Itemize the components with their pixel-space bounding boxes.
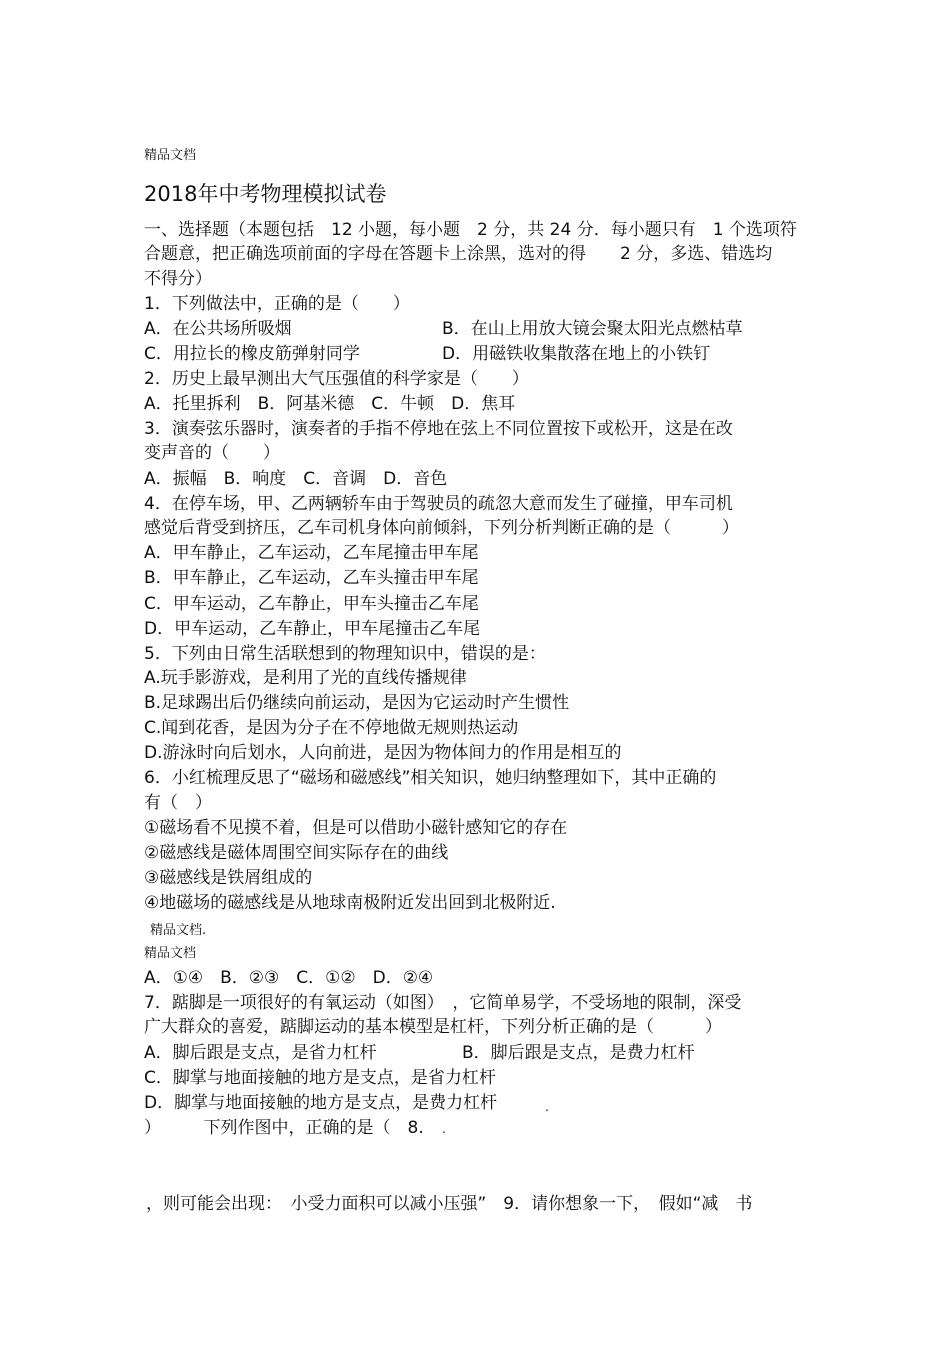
q4-option-d: D．甲车运动，乙车静止，甲车尾撞击乙车尾 [144,619,481,639]
q4-stem-line-1: 4．在停车场，甲、乙两辆轿车由于驾驶员的疏忽大意而发生了碰撞，甲车司机 [144,494,733,514]
q5-option-a: A.玩手影游戏，是利用了光的直线传播规律 [144,668,467,688]
q1-option-c: C．用拉长的橡皮筋弹射同学 [144,344,360,364]
q5-option-c: C.闻到花香，是因为分子在不停地做无规则热运动 [144,718,519,738]
q6-item-2: ②磁感线是磁体周围空间实际存在的曲线 [144,843,449,863]
q7-option-b: B．脚后跟是支点，是费力杠杆 [462,1043,695,1063]
q7-stem-line-1: 7．踮脚是一项很好的有氧运动（如图） ，它简单易学，不受场地的限制，深受 [144,993,742,1013]
page-title: 2018年中考物理模拟试卷 [144,182,387,206]
q1-option-b: B．在山上用放大镜会聚太阳光点燃枯草 [442,319,743,339]
q3-stem-line-1: 3．演奏弦乐器时，演奏者的手指不停地在弦上不同位置按下或松开，这是在改 [144,419,733,439]
q1-option-d: D．用磁铁收集散落在地上的小铁钉 [442,344,711,364]
q1-stem: 1．下列做法中，正确的是（ ） [144,294,410,314]
q5-stem: 5．下列由日常生活联想到的物理知识中，错误的是： [144,644,546,664]
q1-option-a: A．在公共场所吸烟 [144,319,292,339]
q4-stem-line-2: 感觉后背受到挤压，乙车司机身体向前倾斜，下列分析判断正确的是（ ） [144,518,739,538]
q2-options: A．托里拆利 B．阿基米德 C．牛顿 D．焦耳 [144,394,516,414]
q4-option-b: B．甲车静止，乙车运动，乙车头撞击甲车尾 [144,568,479,588]
q5-option-b: B.足球踢出后仍继续向前运动，是因为它运动时产生惯性 [144,693,570,713]
q6-stem-line-1: 6．小红梳理反思了“磁场和磁感线”相关知识，她归纳整理如下，其中正确的 [144,768,717,788]
section-intro-line-2: 合题意，把正确选项前面的字母在答题卡上涂黑，选对的得 2 分，多选、错选均 [144,244,773,264]
q5-option-d: D.游泳时向后划水，人向前进，是因为物体间力的作用是相互的 [144,743,622,763]
q8-line: ） 下列作图中，正确的是（ 8. [144,1118,424,1138]
q7-option-a: A．脚后跟是支点，是省力杠杆 [144,1043,377,1063]
section-intro-line-1: 一、选择题（本题包括 12 小题，每小题 2 分，共 24 分．每小题只有 1 个选项符 [144,220,797,240]
q3-stem-line-2: 变声音的（ ） [144,443,280,463]
q7-stem-line-2: 广大群众的喜爱，踮脚运动的基本模型是杠杆，下列分析正确的是（ ） [144,1017,722,1037]
stray-dot-2: . [442,1122,446,1136]
q7-option-d: D．脚掌与地面接触的地方是支点，是费力杠杆 [144,1093,498,1113]
q6-item-3: ③磁感线是铁屑组成的 [144,868,313,888]
q6-item-1: ①磁场看不见摸不着，但是可以借助小磁针感知它的存在 [144,818,568,838]
q2-stem: 2．历史上最早测出大气压强值的科学家是（ ） [144,369,529,389]
q3-options: A．振幅 B．响度 C．音调 D．音色 [144,469,448,489]
page-footer: 精品文档. [150,923,207,938]
stray-dot: . [545,1100,549,1114]
q9-line: ，则可能会出现： 小受力面积可以减小压强” 9．请你想象一下， 假如“减 书 [146,1194,753,1214]
q6-options: A．①④ B．②③ C．①② D．②④ [144,968,434,988]
section-intro-line-3: 不得分） [144,269,212,289]
q7-option-c: C．脚掌与地面接触的地方是支点，是省力杠杆 [144,1068,496,1088]
page-header-2: 精品文档 [144,946,197,961]
q4-option-a: A．甲车静止，乙车运动，乙车尾撞击甲车尾 [144,543,479,563]
page-header: 精品文档 [144,148,197,163]
q6-stem-line-2: 有（ ） [144,793,212,813]
q6-item-4: ④地磁场的磁感线是从地球南极附近发出回到北极附近. [144,893,556,913]
q4-option-c: C．甲车运动，乙车静止，甲车头撞击乙车尾 [144,594,479,614]
